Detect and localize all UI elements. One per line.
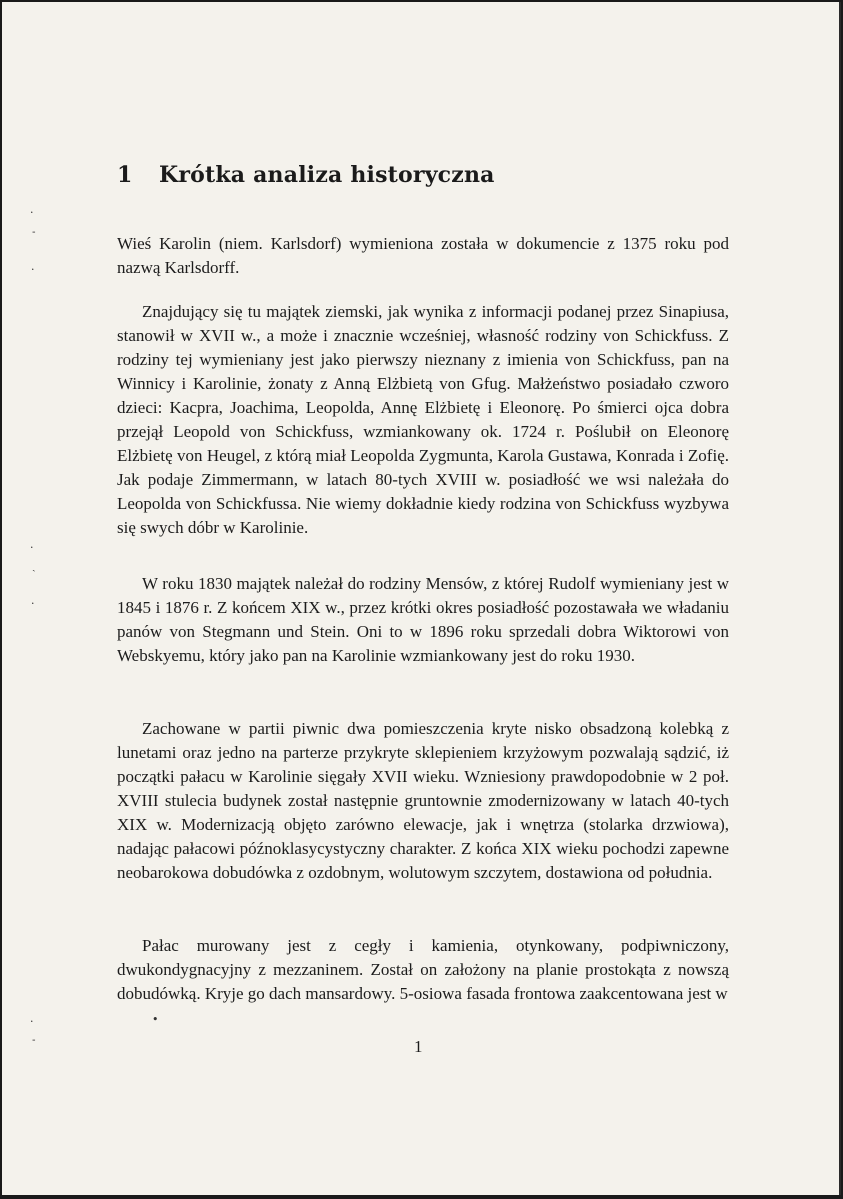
- scan-speck: •: [152, 1013, 159, 1026]
- paragraph-4: Zachowane w partii piwnic dwa pomieszczenia kryte nisko obsadzoną kolebką z lunetami oraz jedno na parterze przykryte sklepieniem krzyżowym pozwalają sądzić, iż początki pałacu w Karolinie sięgały XVII wieku. Wzniesiony prawdopodobnie w 2 poł. XVIII stulecia budynek został następnie gruntownie zmodernizowany w latach 40-tych XIX w. Modernizacją objęto zarówno elewacje, jak i wnętrza (stolarka drzwiowa), nadając pałacowi późnoklasycystyczny charakter. Z końca XIX wieku pochodzi zapewne neobarokowa dobudówka z ozdobnym, wolutowym szczytem, dostawiona od południa.: [117, 719, 729, 882]
- scan-speck: ˗: [32, 225, 36, 238]
- section-number: 1: [117, 162, 133, 188]
- scan-speck: ·: [30, 541, 34, 554]
- paragraph-3: W roku 1830 majątek należał do rodziny Mensów, z której Rudolf wymieniany jest w 1845 i 1876 r. Z końcem XIX w., przez krótki okres posiadłość pozostawała we władaniu panów von Stegmann und Stein. Oni to w 1896 roku sprzedali dobra Wiktorowi von Webskyemu, który jako pan na Karolinie wzmiankowany jest do roku 1930.: [117, 574, 729, 665]
- document-page: [2, 2, 841, 1195]
- paragraph-1: Wieś Karolin (niem. Karlsdorf) wymieniona została w dokumencie z 1375 roku pod nazwą Karlsdorff.: [117, 234, 729, 277]
- scan-speck: ·: [31, 597, 35, 610]
- section-heading: [117, 162, 495, 188]
- paragraph-5: Pałac murowany jest z cegły i kamienia, otynkowany, podpiwniczony, dwukondygnacyjny z mezzaninem. Został on założony na planie prostokąta z nowszą dobudówką. Kryje go dach mansardowy. 5-osiowa fasada frontowa zaakcentowana jest w: [117, 936, 729, 1003]
- page-number: 1: [414, 1037, 423, 1056]
- scan-speck: ·: [30, 1015, 34, 1028]
- section-title: Krótka analiza historyczna: [159, 162, 495, 188]
- paragraph-2: Znajdujący się tu majątek ziemski, jak wynika z informacji podanej przez Sinapiusa, stanowił w XVII w., a może i znacznie wcześniej, własność rodziny von Schickfuss. Z rodziny tej wymieniany jest jako pierwszy nieznany z imienia von Schickfuss, pan na Winnicy i Karolinie, żonaty z Anną Elżbietą von Gfug. Małżeństwo posiadało czworo dzieci: Kacpra, Joachima, Leopolda, Annę Elżbietę i Eleonorę. Po śmierci ojca dobra przejął Leopold von Schickfuss, wzmiankowany ok. 1724 r. Poślubił on Eleonorę Elżbietę von Heugel, z którą miał Leopolda Zygmunta, Karola Gustawa, Konrada i Zofię. Jak podaje Zimmermann, w latach 80-tych XVIII w. posiadłość we wsi należała do Leopolda von Schickfussa. Nie wiemy dokładnie kiedy rodzina von Schickfuss wyzbywa się swych dóbr w Karolinie.: [117, 302, 729, 537]
- scan-speck: ˗: [32, 1033, 36, 1046]
- scan-speck: ·: [31, 263, 35, 276]
- scan-speck: ˎ: [32, 559, 36, 572]
- scan-speck: ·: [30, 206, 34, 219]
